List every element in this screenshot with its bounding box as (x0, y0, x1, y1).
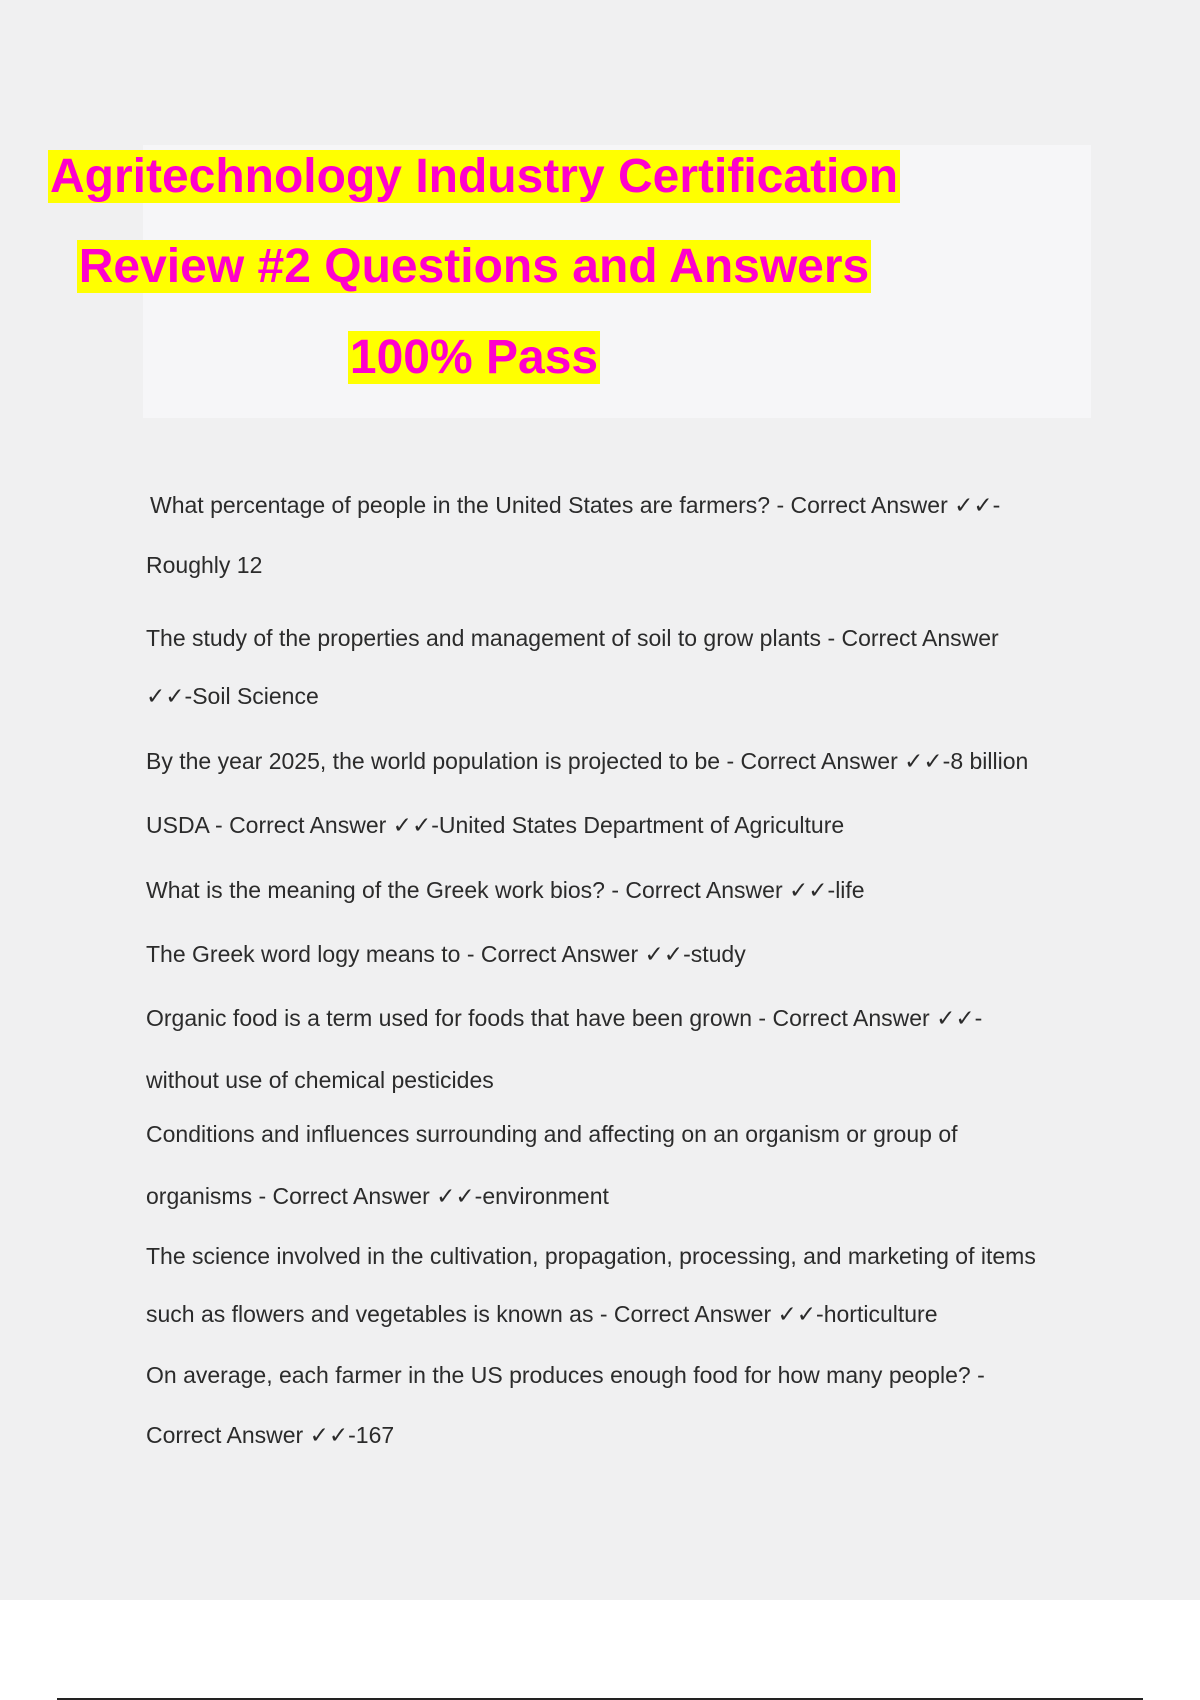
qa-line-5: By the year 2025, the world population is projected to be - Correct Answer ✓✓-8 billion (146, 748, 1029, 774)
qa-line-11: Conditions and influences surrounding and affecting on an organism or group of (146, 1121, 958, 1147)
qa-line-2: Roughly 12 (146, 552, 263, 578)
title-line-2-text: Review #2 Questions and Answers (78, 240, 870, 293)
qa-line-16: Correct Answer ✓✓-167 (146, 1422, 395, 1448)
qa-line-3: The study of the properties and management of soil to grow plants - Correct Answer (146, 625, 999, 651)
qa-line-14: such as flowers and vegetables is known as - Correct Answer ✓✓-horticulture (146, 1301, 938, 1327)
qa-line-8: The Greek word logy means to - Correct Answer ✓✓-study (146, 941, 746, 967)
title-line-1-text: Agritechnology Industry Certification (49, 150, 899, 203)
qa-line-9: Organic food is a term used for foods that have been grown - Correct Answer ✓✓- (146, 1005, 983, 1031)
title-line-3 (0, 329, 948, 387)
page-bottom-margin (0, 1600, 1200, 1700)
qa-line-7: What is the meaning of the Greek work bios? - Correct Answer ✓✓-life (146, 877, 865, 903)
qa-line-12: organisms - Correct Answer ✓✓-environment (146, 1183, 609, 1209)
qa-line-13: The science involved in the cultivation, propagation, processing, and marketing of items (146, 1243, 1036, 1269)
qa-line-6: USDA - Correct Answer ✓✓-United States Department of Agriculture (146, 812, 845, 838)
qa-line-4: ✓✓-Soil Science (146, 683, 319, 709)
qa-line-10: without use of chemical pesticides (146, 1067, 494, 1093)
title-line-1 (0, 148, 948, 206)
title-line-2 (0, 238, 948, 296)
qa-line-1: What percentage of people in the United States are farmers? - Correct Answer ✓✓- (150, 492, 1001, 518)
qa-line-15: On average, each farmer in the US produces enough food for how many people? - (146, 1362, 985, 1388)
title-line-3-text: 100% Pass (349, 331, 599, 384)
